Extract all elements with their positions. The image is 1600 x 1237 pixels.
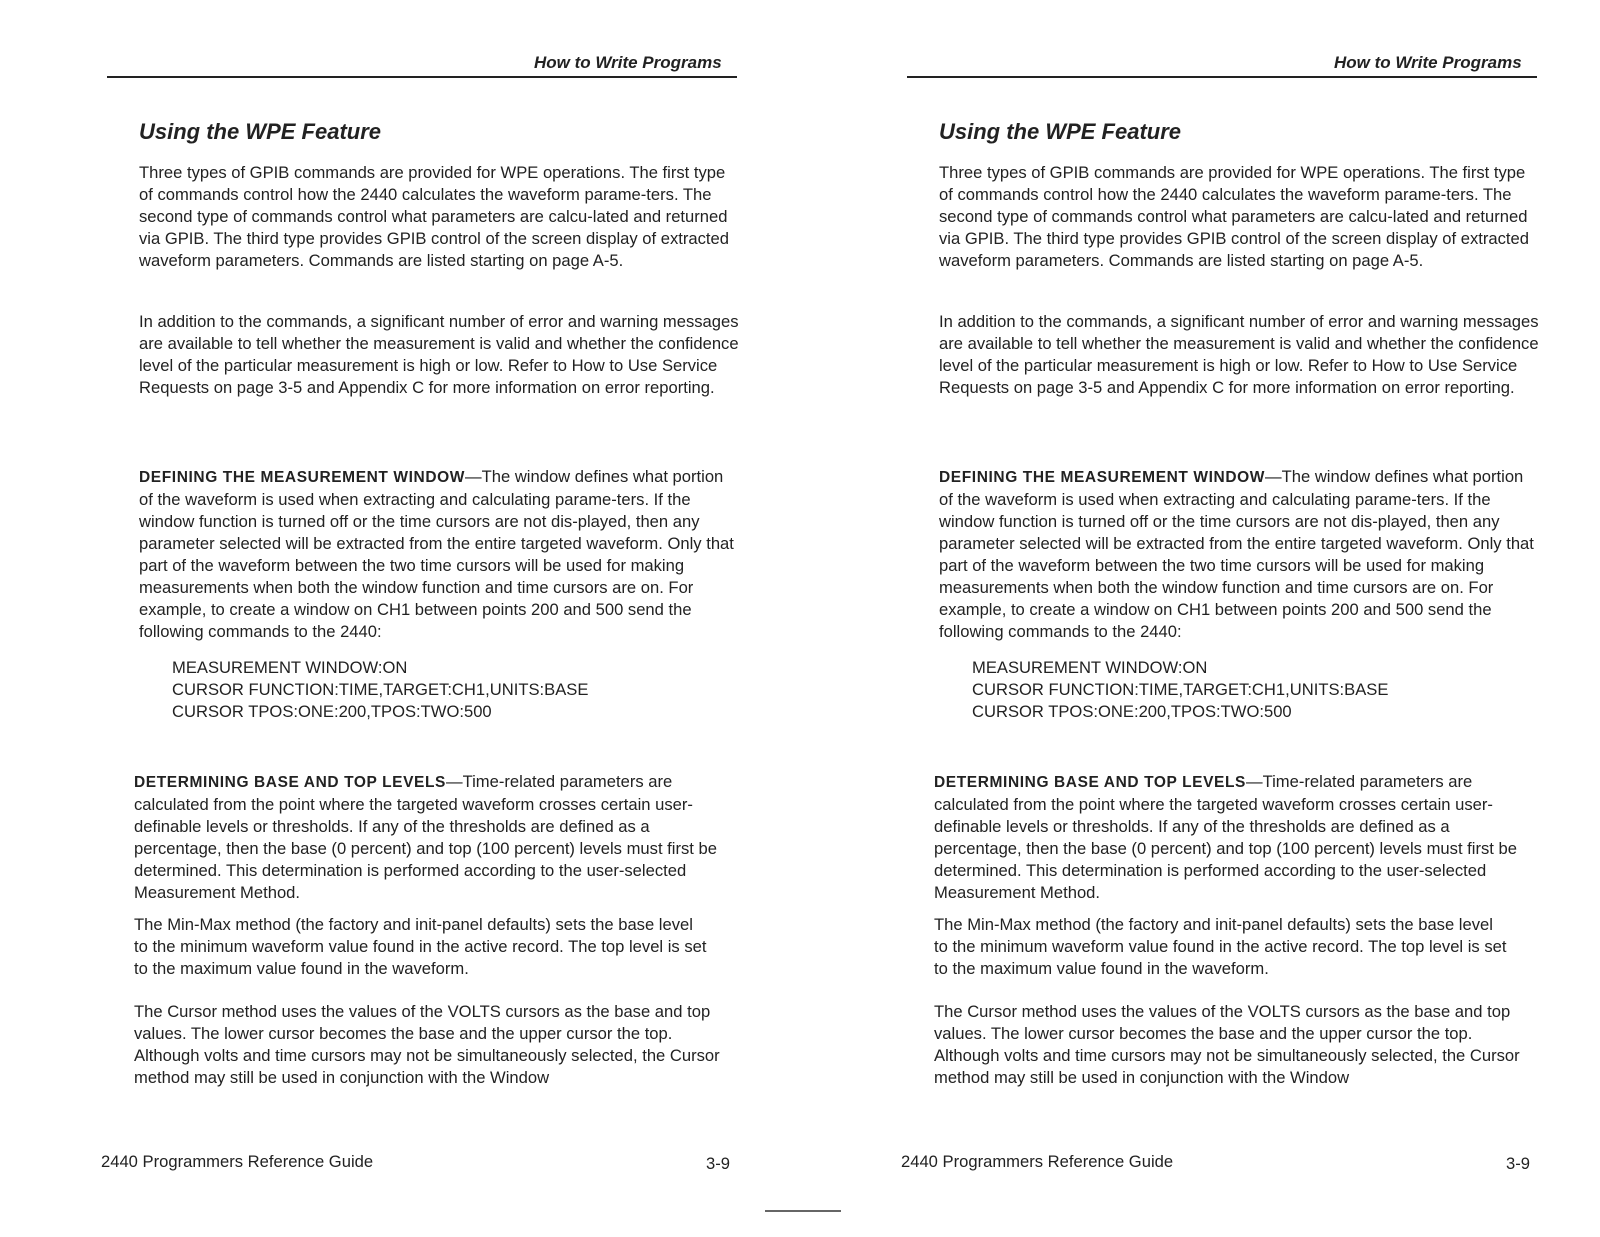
paragraph-errors: In addition to the commands, a significant number of error and warning messages are available to tell whether the measurement is valid and whether the confidence level of the particular measurement is high or low. Refer to How to Use Service Requests on page 3-5 and Appendix C for more information on error reporting. (139, 312, 739, 397)
paragraph-cursor-method: The Cursor method uses the values of the VOLTS cursors as the base and top values. The lower cursor becomes the base and the upper cursor the top. Although volts and time cursors may not be simultaneously selected, the Cursor method may still be used in conjunction with the Window (934, 1002, 1520, 1087)
paragraph-min-max: The Min-Max method (the factory and init-panel defaults) sets the base level to the minimum waveform value found in the active record. The top level is set to the maximum value found in the waveform. (934, 915, 1507, 978)
paragraph-lead: DEFINING THE MEASUREMENT WINDOW (139, 469, 466, 486)
running-header: How to Write Programs (1334, 53, 1522, 72)
paragraph-text: —Time-related parameters are calculated from the point where the targeted waveform crosses certain user-definable levels or thresholds. If any of the thresholds are defined as a percentage, then the base (0 percent) and top (100 percent) levels must first be determined. This determination is performed according to the user-selected Measurement Method. (134, 772, 717, 902)
paragraph-base-top-levels (134, 771, 739, 904)
paragraph-text: —Time-related parameters are calculated from the point where the targeted waveform crosses certain user-definable levels or thresholds. If any of the thresholds are defined as a percentage, then the base (0 percent) and top (100 percent) levels must first be determined. This determination is performed according to the user-selected Measurement Method. (934, 772, 1517, 902)
footer-page-number: 3-9 (706, 1154, 730, 1173)
command-line: CURSOR TPOS:ONE:200,TPOS:TWO:500 (172, 702, 492, 721)
paragraph-measurement-window (139, 466, 739, 643)
left-page (0, 0, 790, 1237)
footer-guide-title: 2440 Programmers Reference Guide (101, 1152, 374, 1171)
paragraph-errors: In addition to the commands, a significant number of error and warning messages are available to tell whether the measurement is valid and whether the confidence level of the particular measurement is high or low. Refer to How to Use Service Requests on page 3-5 and Appendix C for more information on error reporting. (939, 312, 1539, 397)
paragraph-min-max: The Min-Max method (the factory and init-panel defaults) sets the base level to the minimum waveform value found in the active record. The top level is set to the maximum value found in the waveform. (134, 915, 707, 978)
header-rule (907, 76, 1537, 78)
command-line: CURSOR TPOS:ONE:200,TPOS:TWO:500 (972, 702, 1292, 721)
footer-page-number: 3-9 (1506, 1154, 1530, 1173)
paragraph-lead: DETERMINING BASE AND TOP LEVELS (934, 774, 1246, 791)
command-example (972, 657, 1388, 723)
paragraph-lead: DETERMINING BASE AND TOP LEVELS (134, 774, 446, 791)
paragraph-text: —The window defines what portion of the waveform is used when extracting and calculating parame-ters. If the window function is turned off or the time cursors are not dis-played, then any parameter selected will be extracted from the entire targeted waveform. Only that part of the waveform between the two time cursors will be used for making measurements when both the window function and time cursors are on. For example, to create a window on CH1 between points 200 and 500 send the following commands to the 2440: (939, 467, 1534, 641)
paragraph-cursor-method: The Cursor method uses the values of the VOLTS cursors as the base and top values. The lower cursor becomes the base and the upper cursor the top. Although volts and time cursors may not be simultaneously selected, the Cursor method may still be used in conjunction with the Window (134, 1002, 720, 1087)
section-title: Using the WPE Feature (939, 119, 1182, 144)
running-header: How to Write Programs (534, 53, 722, 72)
paragraph-intro: Three types of GPIB commands are provided for WPE operations. The first type of commands control how the 2440 calculates the waveform parame-ters. The second type of commands control what parameters are calcu-lated and returned via GPIB. The third type provides GPIB control of the screen display of extracted waveform parameters. Commands are listed starting on page A-5. (939, 163, 1529, 270)
binding-mark (765, 1210, 841, 1212)
section-title: Using the WPE Feature (139, 119, 382, 144)
footer-guide-title: 2440 Programmers Reference Guide (901, 1152, 1174, 1171)
paragraph-text: —The window defines what portion of the waveform is used when extracting and calculating parame-ters. If the window function is turned off or the time cursors are not dis-played, then any parameter selected will be extracted from the entire targeted waveform. Only that part of the waveform between the two time cursors will be used for making measurements when both the window function and time cursors are on. For example, to create a window on CH1 between points 200 and 500 send the following commands to the 2440: (139, 467, 734, 641)
paragraph-base-top-levels (934, 771, 1539, 904)
paragraph-measurement-window (939, 466, 1539, 643)
right-page (800, 0, 1590, 1237)
header-rule (107, 76, 737, 78)
command-line: CURSOR FUNCTION:TIME,TARGET:CH1,UNITS:BASE (172, 680, 589, 699)
command-example (172, 657, 588, 723)
command-line: CURSOR FUNCTION:TIME,TARGET:CH1,UNITS:BASE (972, 680, 1389, 699)
command-line: MEASUREMENT WINDOW:ON (172, 658, 408, 677)
paragraph-lead: DEFINING THE MEASUREMENT WINDOW (939, 469, 1266, 486)
command-line: MEASUREMENT WINDOW:ON (972, 658, 1208, 677)
paragraph-intro: Three types of GPIB commands are provided for WPE operations. The first type of commands control how the 2440 calculates the waveform parame-ters. The second type of commands control what parameters are calcu-lated and returned via GPIB. The third type provides GPIB control of the screen display of extracted waveform parameters. Commands are listed starting on page A-5. (139, 163, 729, 270)
